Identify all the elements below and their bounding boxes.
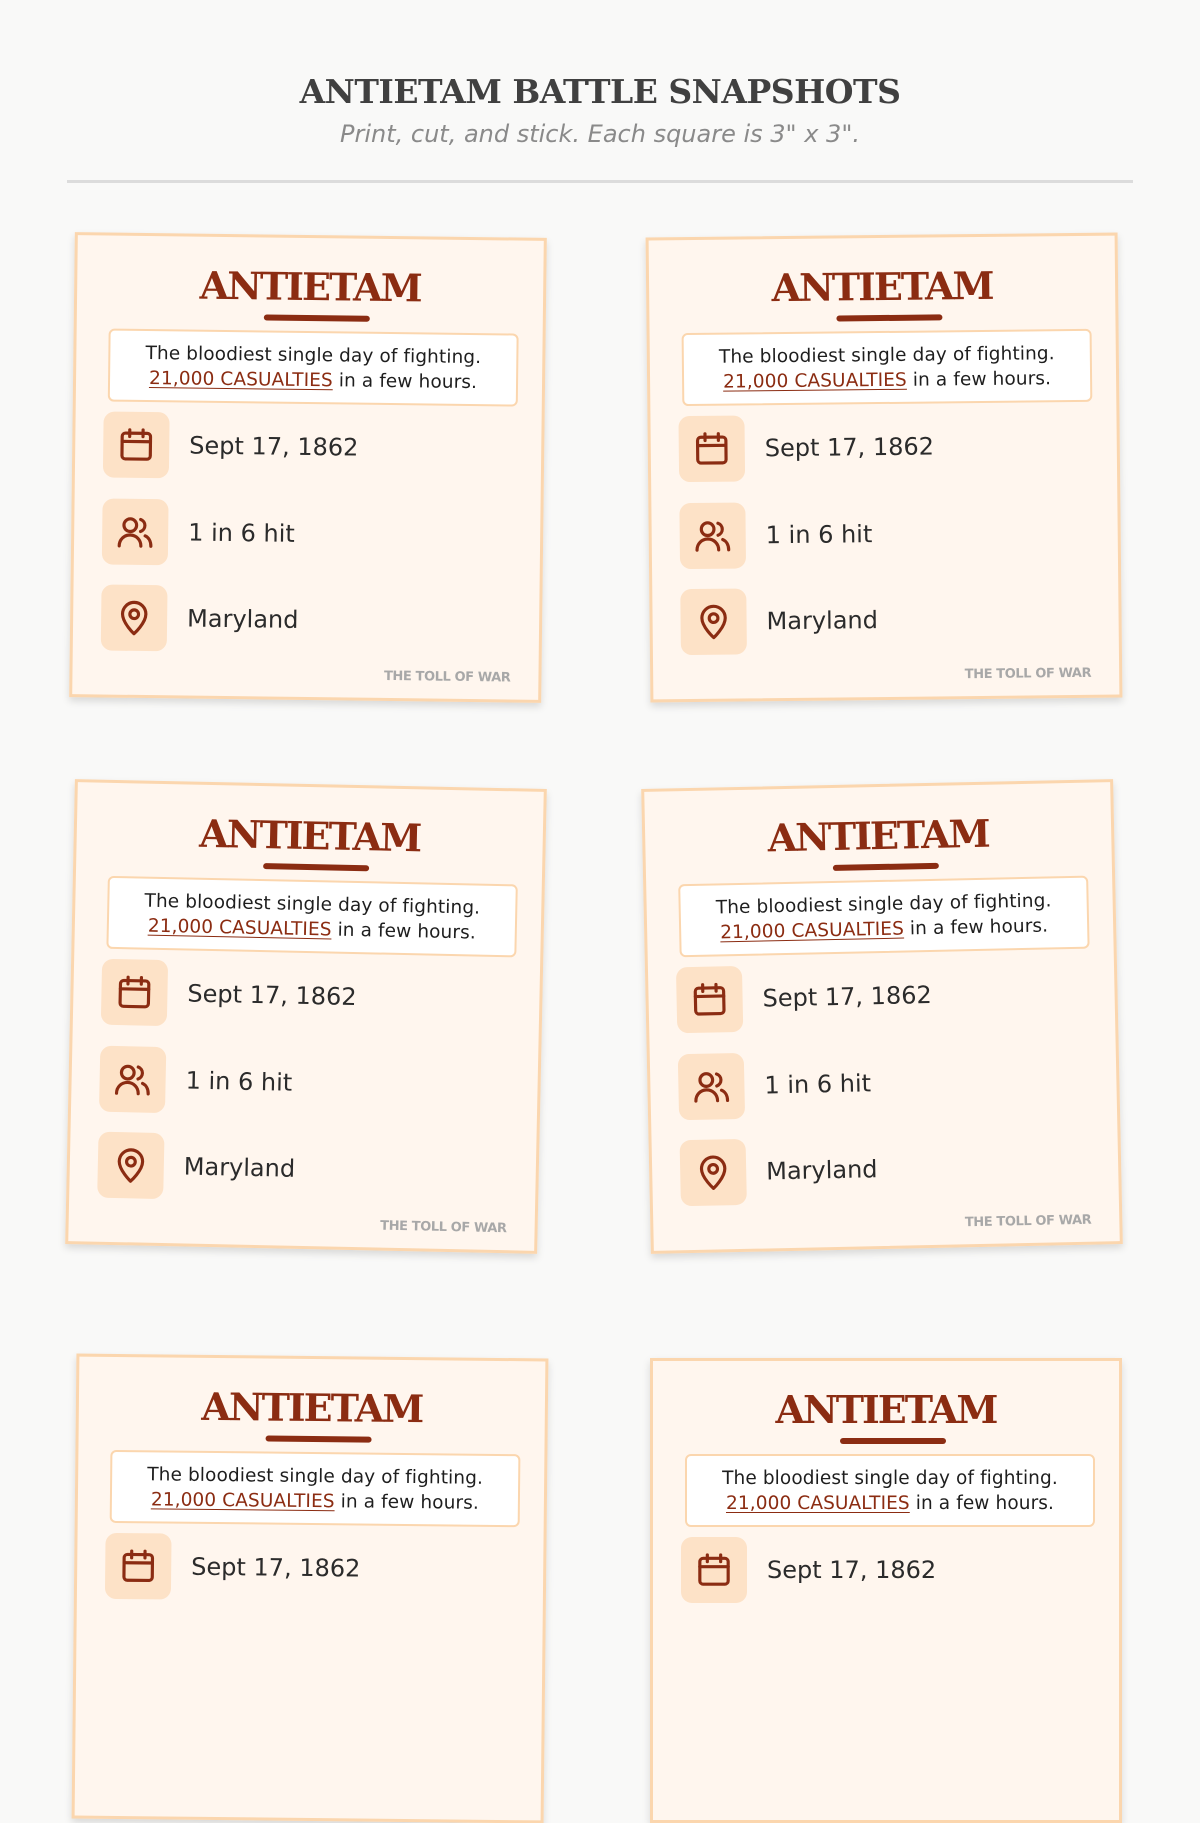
snapshot-card bbox=[72, 1354, 549, 1823]
fact-text: Maryland bbox=[183, 1133, 296, 1201]
fact-text: Sept 17, 1862 bbox=[764, 413, 934, 481]
fact-text: 1 in 6 hit bbox=[188, 500, 295, 567]
map-pin-icon bbox=[101, 584, 168, 651]
fact-text: Sept 17, 1862 bbox=[767, 1537, 936, 1603]
casualties-highlight: 21,000 CASUALTIES bbox=[723, 370, 907, 393]
casualties-highlight: 21,000 CASUALTIES bbox=[149, 368, 333, 391]
card-footer: THE TOLL OF WAR bbox=[965, 666, 1092, 682]
card-title: ANTIETAM bbox=[76, 806, 543, 866]
summary-line-2-rest: in a few hours. bbox=[335, 1491, 479, 1514]
page-title: ANTIETAM BATTLE SNAPSHOTS bbox=[0, 68, 1200, 116]
map-pin-icon bbox=[97, 1132, 164, 1199]
fact-row bbox=[680, 585, 1101, 655]
snapshot-card bbox=[65, 779, 547, 1254]
calendar-icon bbox=[101, 959, 168, 1026]
summary-line-2 bbox=[684, 366, 1090, 395]
fact-row bbox=[99, 1046, 520, 1121]
summary-line-2-rest: in a few hours. bbox=[907, 368, 1051, 391]
casualties-highlight: 21,000 CASUALTIES bbox=[726, 1493, 910, 1514]
fact-row bbox=[101, 959, 522, 1034]
summary-box bbox=[106, 876, 517, 958]
summary-line-2-rest: in a few hours. bbox=[331, 920, 476, 944]
fact-row bbox=[102, 498, 523, 569]
summary-line-2 bbox=[110, 366, 516, 396]
calendar-icon bbox=[103, 411, 170, 478]
card-title: ANTIETAM bbox=[645, 806, 1112, 866]
card-title: ANTIETAM bbox=[79, 1381, 545, 1436]
map-pin-icon bbox=[680, 1139, 747, 1206]
fact-text: Sept 17, 1862 bbox=[189, 413, 359, 481]
card-title: ANTIETAM bbox=[653, 1385, 1119, 1435]
title-underline bbox=[264, 314, 370, 321]
summary-line-2 bbox=[112, 1487, 518, 1516]
summary-box bbox=[685, 1454, 1095, 1527]
fact-text: Maryland bbox=[766, 587, 878, 654]
casualties-highlight: 21,000 CASUALTIES bbox=[720, 919, 904, 944]
summary-line-1: The bloodiest single day of fighting. bbox=[109, 888, 515, 921]
page-subtitle: Print, cut, and stick. Each square is 3" x 3". bbox=[0, 116, 1200, 152]
fact-text: 1 in 6 hit bbox=[764, 1050, 872, 1118]
header-divider bbox=[67, 180, 1133, 183]
title-underline bbox=[263, 863, 369, 871]
card-footer: THE TOLL OF WAR bbox=[965, 1213, 1092, 1231]
summary-line-1: The bloodiest single day of fighting. bbox=[684, 341, 1090, 370]
fact-row bbox=[680, 1131, 1101, 1206]
title-underline bbox=[836, 314, 942, 321]
fact-row bbox=[103, 411, 524, 482]
summary-line-1: The bloodiest single day of fighting. bbox=[112, 1462, 518, 1491]
title-underline bbox=[266, 1436, 372, 1443]
fact-row bbox=[97, 1132, 518, 1207]
fact-row bbox=[676, 959, 1097, 1034]
summary-line-2-rest: in a few hours. bbox=[904, 916, 1049, 940]
fact-row bbox=[679, 499, 1100, 569]
summary-line-2 bbox=[687, 1491, 1093, 1516]
map-pin-icon bbox=[680, 588, 747, 655]
fact-text: Sept 17, 1862 bbox=[191, 1534, 361, 1602]
card-title: ANTIETAM bbox=[77, 259, 544, 315]
title-underline bbox=[840, 1438, 946, 1444]
fact-text: Sept 17, 1862 bbox=[762, 962, 933, 1032]
people-icon bbox=[678, 1053, 745, 1120]
title-underline bbox=[833, 863, 939, 871]
fact-row bbox=[678, 1045, 1099, 1120]
fact-text: Maryland bbox=[766, 1136, 879, 1204]
fact-row bbox=[101, 584, 522, 655]
summary-box bbox=[678, 876, 1089, 958]
summary-box bbox=[110, 1450, 521, 1527]
people-icon bbox=[99, 1046, 166, 1113]
people-icon bbox=[102, 498, 169, 565]
snapshot-card bbox=[650, 1358, 1122, 1823]
snapshot-card bbox=[646, 233, 1123, 703]
calendar-icon bbox=[678, 415, 745, 482]
fact-row bbox=[678, 412, 1099, 482]
calendar-icon bbox=[681, 1537, 747, 1603]
fact-row bbox=[105, 1533, 526, 1603]
calendar-icon bbox=[676, 966, 743, 1033]
summary-box bbox=[682, 329, 1093, 406]
card-footer: THE TOLL OF WAR bbox=[380, 1219, 507, 1237]
fact-text: 1 in 6 hit bbox=[765, 501, 872, 568]
snapshot-card bbox=[641, 779, 1123, 1254]
summary-box bbox=[108, 329, 519, 407]
fact-text: Sept 17, 1862 bbox=[187, 961, 358, 1031]
summary-line-1: The bloodiest single day of fighting. bbox=[687, 1466, 1093, 1491]
summary-line-2-rest: in a few hours. bbox=[910, 1493, 1054, 1514]
snapshot-card bbox=[69, 232, 547, 703]
fact-text: Maryland bbox=[187, 586, 299, 653]
summary-line-1: The bloodiest single day of fighting. bbox=[680, 888, 1086, 921]
card-footer: THE TOLL OF WAR bbox=[384, 669, 511, 686]
fact-text: 1 in 6 hit bbox=[185, 1048, 293, 1116]
fact-row bbox=[681, 1537, 1101, 1603]
card-title: ANTIETAM bbox=[649, 260, 1115, 315]
casualties-highlight: 21,000 CASUALTIES bbox=[151, 1489, 335, 1512]
summary-line-1: The bloodiest single day of fighting. bbox=[110, 341, 516, 371]
calendar-icon bbox=[105, 1533, 172, 1600]
page-header bbox=[0, 68, 1200, 152]
casualties-highlight: 21,000 CASUALTIES bbox=[148, 916, 332, 941]
people-icon bbox=[679, 502, 746, 569]
summary-line-2-rest: in a few hours. bbox=[333, 370, 477, 393]
